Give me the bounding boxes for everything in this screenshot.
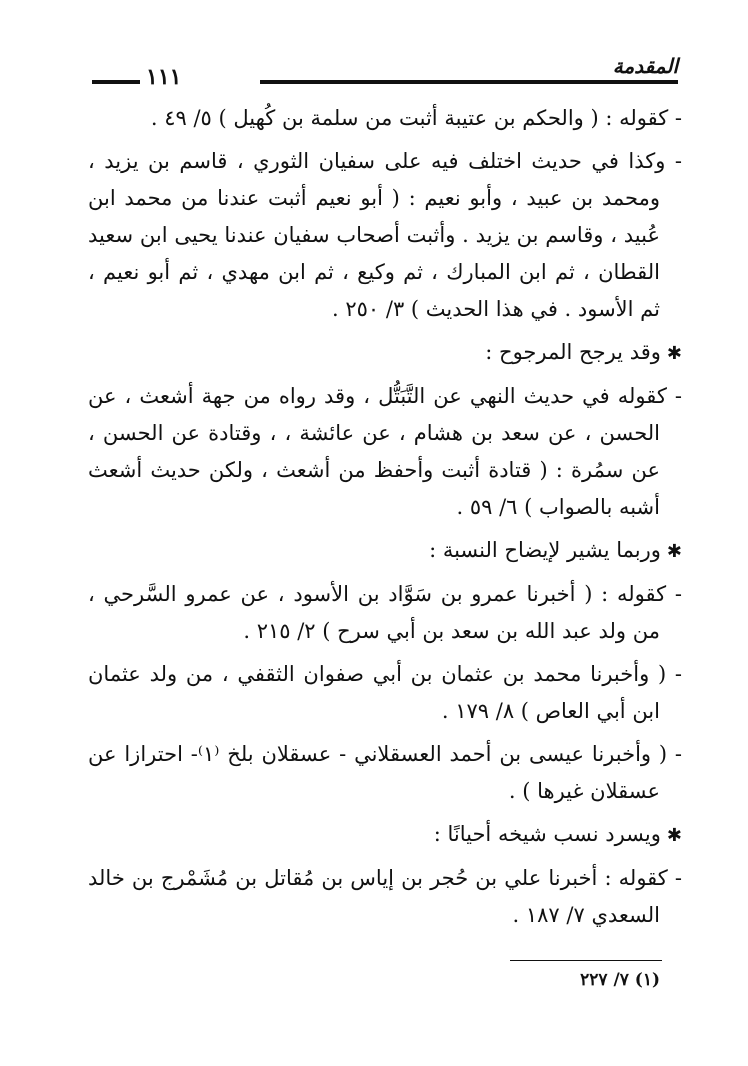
paragraph: - كقوله : أخبرنا علي بن حُجر بن إياس بن مُقاتل بن مُشَمْرج بن خالد السعدي ٧/ ١٨٧ . bbox=[88, 866, 682, 927]
section-note bbox=[88, 334, 682, 372]
asterisk-icon: ✱ bbox=[666, 825, 682, 846]
section-note-text: وربما يشير لإيضاح النسبة : bbox=[429, 538, 661, 562]
body-text bbox=[88, 100, 682, 940]
paragraph: - ( وأخبرنا عيسى بن أحمد العسقلاني - عسقلان بلخ ⁽١⁾- احترازا عن عسقلان غيرها ) . bbox=[88, 742, 683, 803]
section-note bbox=[88, 532, 682, 570]
footnote-divider bbox=[510, 960, 662, 961]
paragraph: - وكذا في حديث اختلف فيه على سفيان الثوري ، قاسم بن يزيد ، ومحمد بن عبيد ، وأبو نعيم : ( أبو نعيم أثبت عندنا من محمد ابن عُبيد ، وقاسم بن يزيد . وأثبت أصحاب سفيان عندنا يحيى ابن سعيد القطان ، ثم ابن المبارك ، ثم وكيع ، ثم ابن مهدي ، ثم أبو نعيم ، ثم الأسود . في هذا الحديث ) ٣/ ٢٥٠ . bbox=[88, 149, 682, 321]
page-header bbox=[92, 50, 678, 90]
chapter-title: المقدمة bbox=[612, 54, 678, 78]
asterisk-icon: ✱ bbox=[666, 541, 682, 562]
paragraph: - كقوله في حديث النهي عن التَّبَتُّل ، وقد رواه من جهة أشعث ، عن الحسن ، عن سعد بن هشام ، عن عائشة ، ، وقتادة عن الحسن ، عن سمُرة : ( قتادة أثبت وأحفظ من أشعث ، ولكن حديث أشعث أشبه بالصواب ) ٦/ ٥٩ . bbox=[88, 384, 682, 519]
footnote: (١) ٧/ ٢٢٧ bbox=[580, 970, 660, 990]
section-note bbox=[88, 816, 682, 854]
asterisk-icon: ✱ bbox=[666, 343, 682, 364]
paragraph: - ( وأخبرنا محمد بن عثمان بن أبي صفوان الثقفي ، من ولد عثمان ابن أبي العاص ) ٨/ ١٧٩ . bbox=[88, 662, 682, 723]
page-number: ١١١ bbox=[146, 64, 182, 90]
paragraph: - كقوله : ( والحكم بن عتيبة أثبت من سلمة بن كُهيل ) ٥/ ٤٩ . bbox=[150, 106, 682, 130]
section-note-text: وقد يرجح المرجوح : bbox=[485, 340, 661, 364]
paragraph: - كقوله : ( أخبرنا عمرو بن سَوَّاد بن الأسود ، عن عمرو السَّرحي ، من ولد عبد الله بن سعد بن أبي سرح ) ٢/ ٢١٥ . bbox=[88, 582, 682, 643]
header-rule-left bbox=[92, 80, 140, 84]
section-note-text: ويسرد نسب شيخه أحيانًا : bbox=[433, 822, 661, 846]
header-rule-right bbox=[260, 80, 678, 84]
